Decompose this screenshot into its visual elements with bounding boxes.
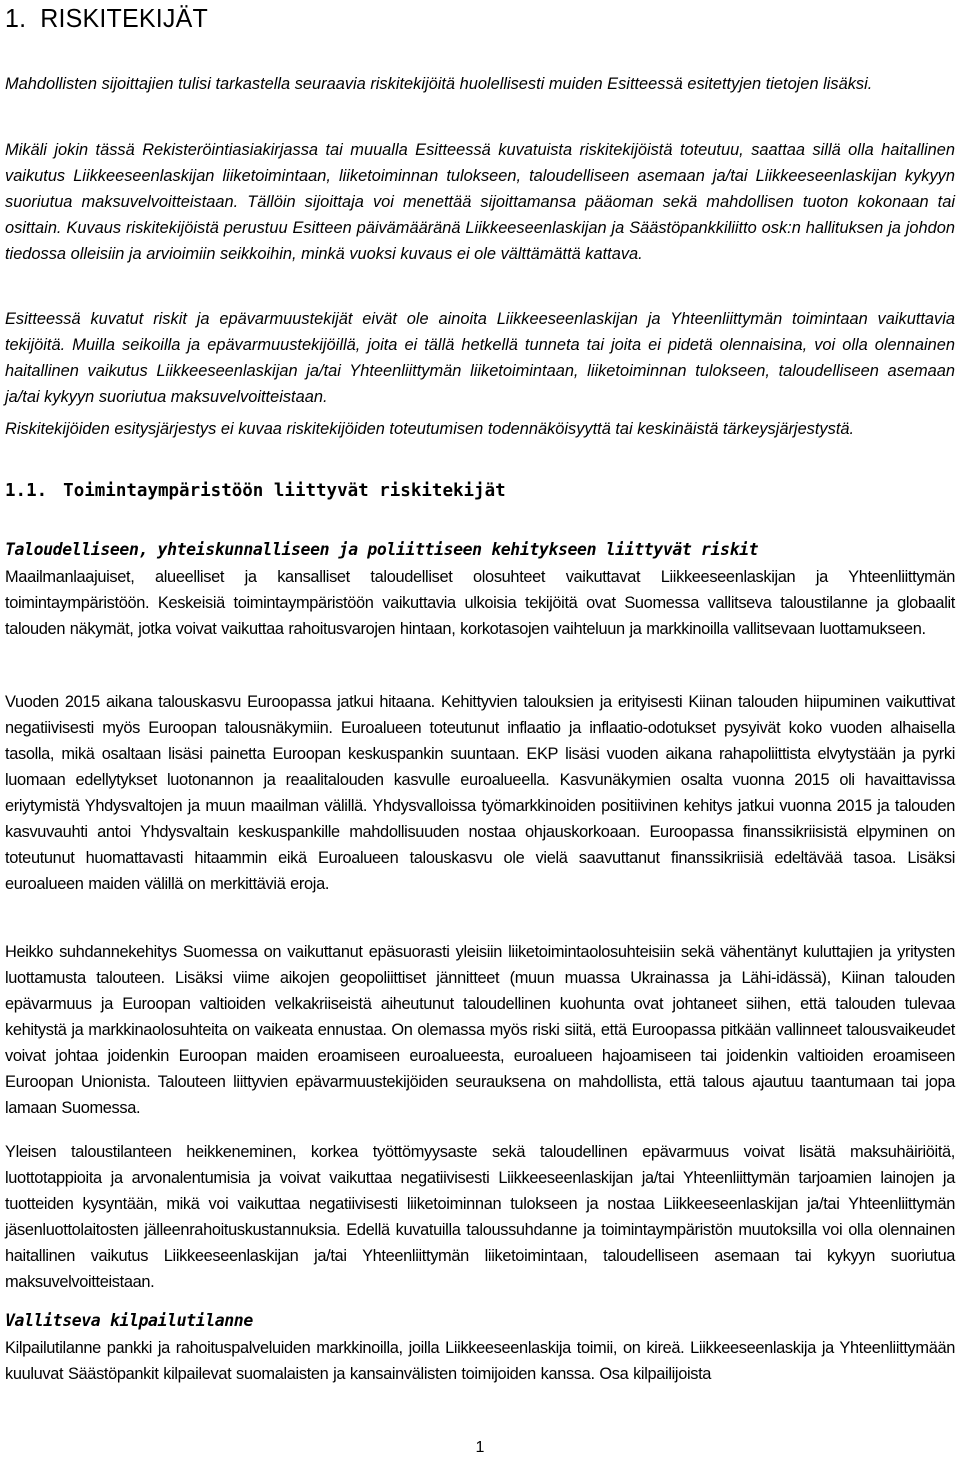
economic-paragraph-4: Yleisen taloustilanteen heikkeneminen, korkea työttömyysaste sekä taloudellinen epävarmuus voivat lisätä maksuhäiriöitä, luottotappioita ja arvonalentumisia ja voivat vaikuttaa negatiivisesti Liikkeeseenlaskijan ja/tai Yhteenliittymän tarjoamien lainojen ja tuotteiden kysyntään, mikä voi vaikuttaa negatiivisesti liiketoiminnan tulokseen ja nostaa Liikkeeseenlaskijan ja/tai Yhteenliittymän jäsenluottolaitosten jälleenrahoituskustannuksia. Edellä kuvatuilla taloussuhdanne ja toimintaympäristön muutoksilla voi olla olennainen haitallinen vaikutus Liikkeeseenlaskijan ja/tai Yhteenliittymän liiketoimintaan, taloudelliseen asemaan tai kykyyn suoriutua maksuvelvoitteistaan. xyxy=(5,1143,955,1291)
subsection-heading-economic: Taloudelliseen, yhteiskunnalliseen ja poliittiseen kehitykseen liittyvät riskit xyxy=(5,540,759,559)
page-number: 1 xyxy=(475,1439,485,1456)
chapter-number: 1. xyxy=(5,4,27,34)
economic-paragraph-3: Heikko suhdannekehitys Suomessa on vaikuttanut epäsuorasti yleisiin liiketoimintaolosuhteisiin sekä vähentänyt kuluttajien ja yritysten luottamusta talouteen. Lisäksi viime aikojen geopoliittiset jännitteet (muun muassa Ukrainassa ja Lähi-idässä), Kiinan talouden epävarmuus ja Euroopan valtioiden velkakriiseistä aiheutunut taloudellinen kuohunta ovat johtaneet siihen, että talouden tulevaa kehitystä ja markkinaolosuhteita on vaikeata ennustaa. On olemassa myös riski siitä, että Euroopassa pitkään vallinneet talousvaikeudet voivat johtaa joidenkin Euroopan maiden eroamiseen euroalueesta, euroalueen hajoamiseen tai joidenkin valtioiden eroamiseen Euroopan Unionista. Talouteen liittyvien epävarmuustekijöiden seurauksena on mahdollista, että talous ajautuu taantumaan tai jopa lamaan Suomessa. xyxy=(5,943,955,1117)
intro-paragraph-3: Esitteessä kuvatut riskit ja epävarmuustekijät eivät ole ainoita Liikkeeseenlaskijan ja Yhteenliittymän toimintaan vaikuttavia tekijöitä. Muilla seikoilla ja epävarmuustekijöillä, joita ei tällä hetkellä tunneta tai joita ei pidetä olennaisina, voi olla olennainen haitallinen vaikutus Liikkeeseenlaskijan ja/tai Yhteenliittymän liiketoimintaan, liiketoiminnan tulokseen, taloudelliseen asemaan ja/tai kykyyn suoriutua maksuvelvoitteistaan. xyxy=(5,310,955,406)
competition-paragraph-1: Kilpailutilanne pankki ja rahoituspalveluiden markkinoilla, joilla Liikkeeseenlaskija toimii, on kireä. Liikkeeseenlaskija ja Yhteenliittymään kuuluvat Säästöpankit kilpailevat suomalaisten ja kansainvälisten toimijoiden kanssa. Osa kilpailijoista xyxy=(5,1339,955,1383)
chapter-title: RISKITEKIJÄT xyxy=(40,4,208,34)
economic-paragraph-1: Maailmanlaajuiset, alueelliset ja kansalliset taloudelliset olosuhteet vaikuttavat Liikkeeseenlaskijan ja Yhteenliittymän toimintaympäristöön. Keskeisiä toimintaympäristöön vaikuttavia ulkoisia tekijöitä ovat Suomessa vallitseva taloustilanne ja globaalit talouden näkymät, jotka voivat vaikuttaa rahoitusvarojen hintaan, korkotasojen vaihteluun ja markkinoilla vallitsevaan luottamukseen. xyxy=(5,568,955,638)
section-title: Toimintaympäristöön liittyvät riskitekijät xyxy=(63,481,506,501)
economic-paragraph-2: Vuoden 2015 aikana talouskasvu Euroopassa jatkui hitaana. Kehittyvien talouksien ja erityisesti Kiinan talouden hiipuminen vaikuttivat negatiivisesti myös Euroopan talousnäkymiin. Euroalueen toteutunut inflaatio ja inflaatio-odotukset pysyivät koko vuoden alhaisella tasolla, mikä osaltaan lisäsi painetta Euroopan keskuspankin suuntaan. EKP lisäsi vuoden aikana rahapoliittista elvytystään ja pyrki luomaan edellytykset luotonannon ja reaalitalouden kasvulle euroalueella. Kasvunäkymien osalta vuonna 2015 oli havaittavissa eriytymistä Yhdysvaltojen ja muun maailman välillä. Yhdysvalloissa työmarkkinoiden positiivinen kehitys jatkui vuonna 2015 ja talouden kasvuvauhti antoi Yhdysvaltain keskuspankille mahdollisuuden nostaa ohjauskorkoaan. Euroopassa finanssikriisistä elpyminen on toteutunut huomattavasti hitaammin eikä Euroalueen talouskasvu ole vielä saavuttanut finanssikriisiä edeltävää tasoa. Lisäksi euroalueen maiden välillä on merkittäviä eroja. xyxy=(5,693,955,893)
section-number: 1.1. xyxy=(5,481,48,501)
intro-paragraph-1: Mahdollisten sijoittajien tulisi tarkastella seuraavia riskitekijöitä huolellisesti muiden Esitteessä esitettyjen tietojen lisäksi. xyxy=(5,75,873,93)
intro-paragraph-2: Mikäli jokin tässä Rekisteröintiasiakirjassa tai muualla Esitteessä kuvatuista riskitekijöistä toteutuu, saattaa sillä olla haitallinen vaikutus Liikkeeseenlaskijan liiketoimintaan, liiketoiminnan tulokseen, taloudelliseen asemaan ja/tai Liikkeeseenlaskijan kykyyn suoriutua maksuvelvoitteistaan. Tällöin sijoittaja voi menettää sijoittamansa pääoman sekä mahdollisen tuoton kokonaan tai osittain. Kuvaus riskitekijöistä perustuu Esitteen päivämääränä Liikkeeseenlaskijan ja Säästöpankkiliitto osk:n hallituksen ja johdon tiedossa olleisiin ja arvioimiin seikkoihin, minkä vuoksi kuvaus ei ole välttämättä kattava. xyxy=(5,141,955,263)
intro-paragraph-4: Riskitekijöiden esitysjärjestys ei kuvaa riskitekijöiden toteutumisen todennäköisyyttä tai keskinäistä tärkeysjärjestystä. xyxy=(5,420,855,438)
chapter-heading xyxy=(5,4,208,34)
subsection-heading-competition: Vallitseva kilpailutilanne xyxy=(5,1311,253,1330)
section-heading xyxy=(5,481,506,501)
